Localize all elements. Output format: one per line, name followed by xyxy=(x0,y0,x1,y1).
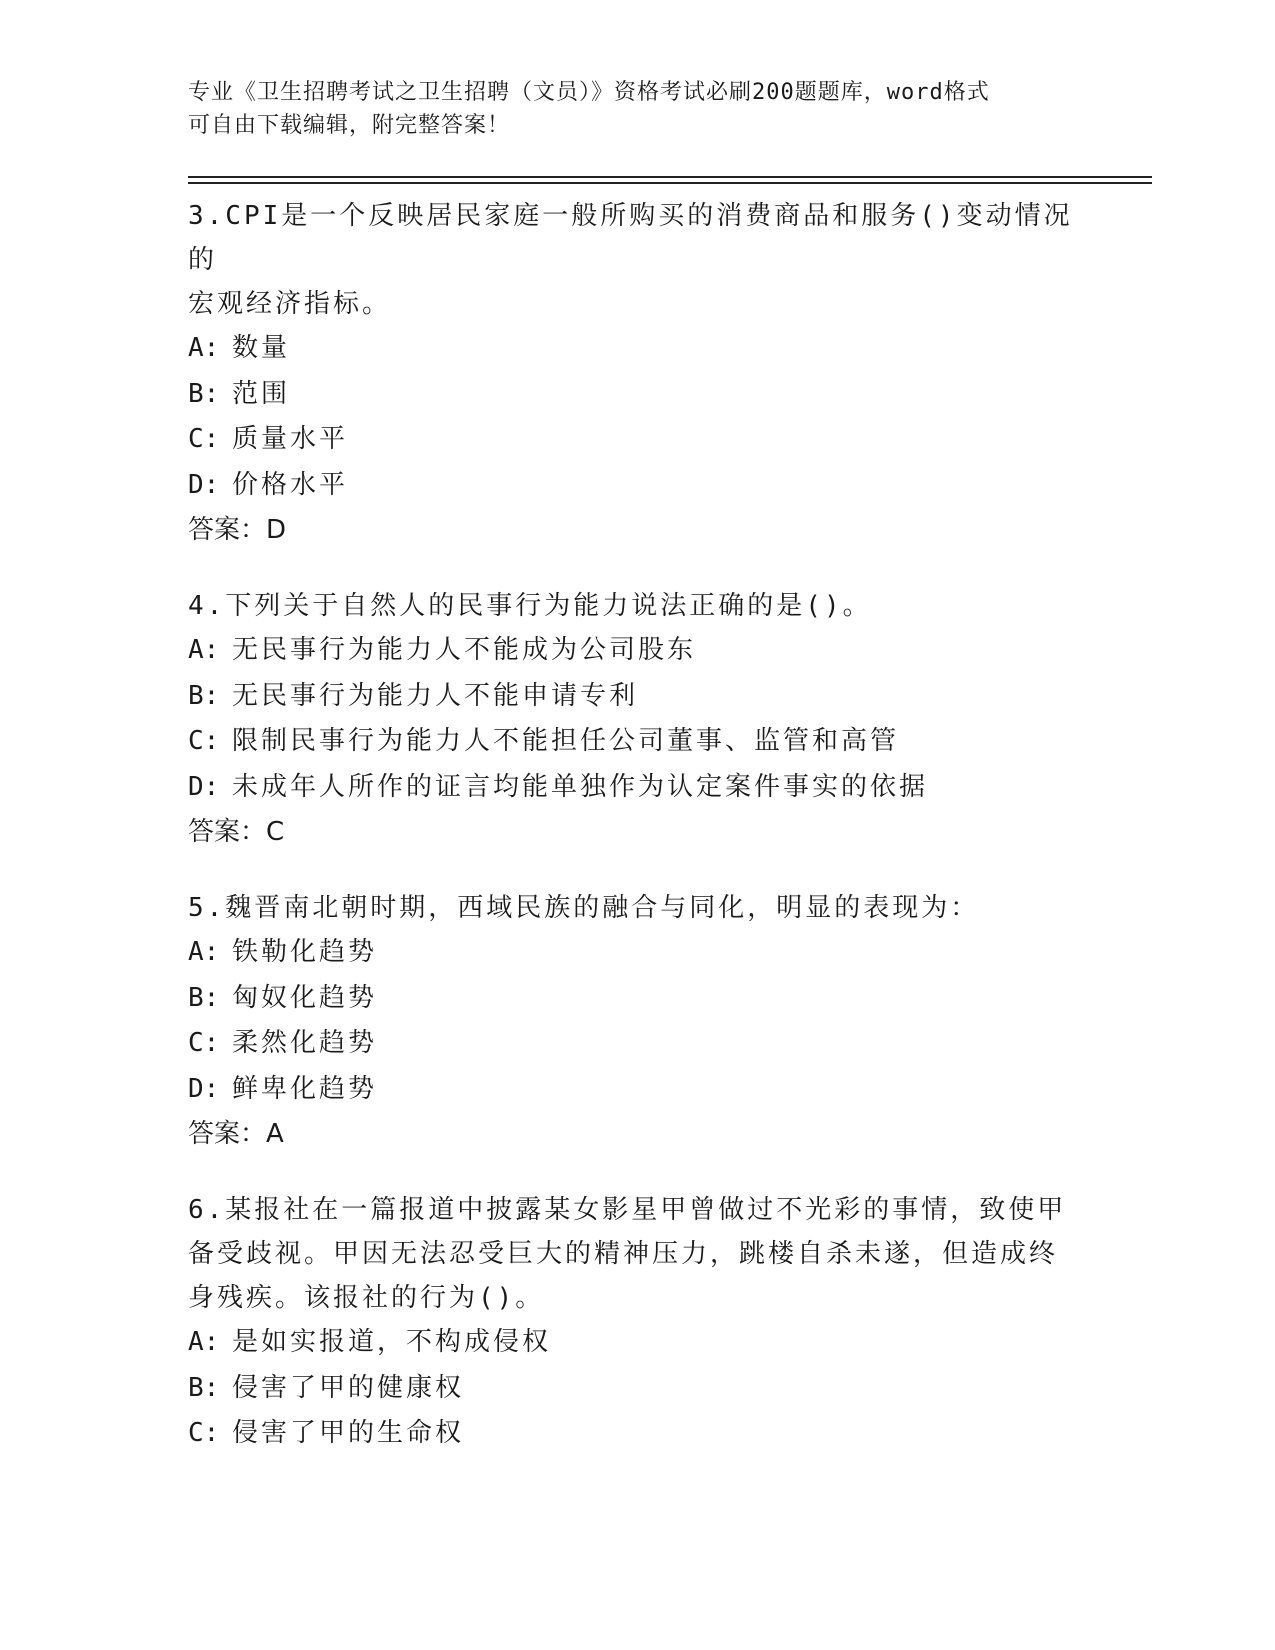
option-text: 鲜卑化趋势 xyxy=(232,1073,378,1104)
option-text: 无民事行为能力人不能申请专利 xyxy=(232,680,639,711)
header-divider-top xyxy=(188,176,1152,178)
option-text: 质量水平 xyxy=(232,424,349,454)
header-divider-bottom xyxy=(188,182,1152,184)
option-key: D: xyxy=(188,1073,220,1104)
option-key: B: xyxy=(188,378,220,409)
option-a xyxy=(188,628,1088,674)
question-stem-line: 6.某报社在一篇报道中披露某女影星甲曾做过不光彩的事情，致使甲 xyxy=(188,1195,1067,1225)
option-text: 铁勒化趋势 xyxy=(232,937,378,967)
option-c xyxy=(188,1021,1088,1067)
question-stem-line: 身残疾。该报社的行为()。 xyxy=(188,1283,545,1313)
option-text: 限制民事行为能力人不能担任公司董事、监管和高管 xyxy=(232,726,900,756)
option-a xyxy=(188,930,1088,976)
question-stem-line: 5.魏晋南北朝时期，西域民族的融合与同化，明显的表现为： xyxy=(188,893,980,923)
option-key: C: xyxy=(188,1028,220,1058)
option-key: D: xyxy=(188,771,220,802)
option-c xyxy=(188,417,1088,463)
option-text: 侵害了甲的健康权 xyxy=(232,1372,465,1403)
question-4 xyxy=(188,584,1088,855)
option-key: A: xyxy=(188,1327,220,1357)
option-d xyxy=(188,765,1088,811)
question-list xyxy=(188,194,1088,1488)
option-b xyxy=(188,1366,1088,1412)
header-line-2: 可自由下载编辑，附完整答案！ xyxy=(188,113,511,138)
question-stem-line: 备受歧视。甲因无法忍受巨大的精神压力，跳楼自杀未遂，但造成终 xyxy=(188,1239,1059,1269)
option-b xyxy=(188,976,1088,1022)
option-key: A: xyxy=(188,635,220,665)
option-b xyxy=(188,372,1088,418)
option-text: 范围 xyxy=(232,378,291,409)
option-c xyxy=(188,1411,1088,1457)
option-b xyxy=(188,674,1088,720)
question-stem-line: 3.CPI是一个反映居民家庭一般所购买的消费商品和服务()变动情况的 xyxy=(188,201,1073,275)
header-line-1: 专业《卫生招聘考试之卫生招聘（文员）》资格考试必刷200题题库，word格式 xyxy=(188,80,990,105)
question-3 xyxy=(188,194,1088,553)
option-d xyxy=(188,1067,1088,1113)
option-d xyxy=(188,463,1088,509)
option-text: 数量 xyxy=(232,333,291,363)
option-text: 价格水平 xyxy=(232,469,349,500)
option-key: C: xyxy=(188,1418,220,1448)
option-key: A: xyxy=(188,333,220,363)
option-key: B: xyxy=(188,1372,220,1403)
option-text: 是如实报道，不构成侵权 xyxy=(232,1327,552,1357)
document-header xyxy=(188,76,1068,142)
question-6 xyxy=(188,1188,1088,1457)
option-c xyxy=(188,719,1088,765)
option-text: 匈奴化趋势 xyxy=(232,982,378,1013)
option-text: 侵害了甲的生命权 xyxy=(232,1418,465,1448)
option-key: B: xyxy=(188,982,220,1013)
answer-line: 答案：A xyxy=(188,1119,284,1149)
option-text: 无民事行为能力人不能成为公司股东 xyxy=(232,635,697,665)
option-a xyxy=(188,326,1088,372)
answer-line: 答案：C xyxy=(188,817,285,847)
option-key: A: xyxy=(188,937,220,967)
question-stem-line: 宏观经济指标。 xyxy=(188,289,392,319)
option-a xyxy=(188,1320,1088,1366)
option-key: B: xyxy=(188,680,220,711)
option-text: 柔然化趋势 xyxy=(232,1028,378,1058)
answer-line: 答案：D xyxy=(188,515,287,545)
option-text: 未成年人所作的证言均能单独作为认定案件事实的依据 xyxy=(232,771,929,802)
option-key: C: xyxy=(188,726,220,756)
option-key: C: xyxy=(188,424,220,454)
question-stem-line: 4.下列关于自然人的民事行为能力说法正确的是()。 xyxy=(188,591,872,621)
option-key: D: xyxy=(188,469,220,500)
question-5 xyxy=(188,886,1088,1157)
